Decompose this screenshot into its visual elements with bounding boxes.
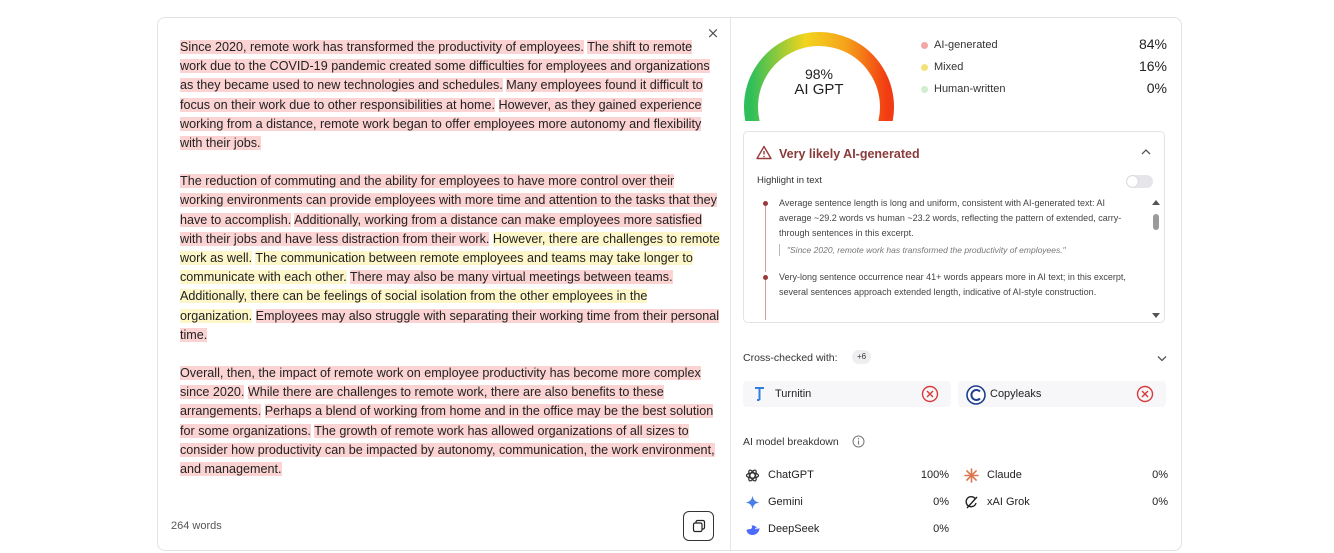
reasons-scrollbar[interactable] — [1152, 200, 1162, 318]
model-name: Claude — [987, 469, 1022, 481]
toggle-knob — [1127, 176, 1138, 187]
close-icon[interactable]: × — [706, 24, 720, 42]
ai-sentence: Employees may also struggle with separating their working time from their personal time. — [180, 308, 719, 342]
chevron-up-icon[interactable] — [1141, 148, 1151, 156]
gauge-label: AI GPT — [794, 81, 844, 98]
ai-sentence: Since 2020, remote work has transformed the productivity of employees. — [180, 40, 584, 54]
checker-name: Copyleaks — [990, 388, 1042, 400]
reason-text: Very-long sentence occurrence near 41+ words appears more in AI text; in this excerpt, several sentences approach extended length, indicative of AI-style construction. — [779, 272, 1126, 297]
scroll-thumb[interactable] — [1153, 214, 1159, 230]
grok-icon — [964, 495, 979, 510]
legend-row — [919, 60, 1167, 82]
info-icon[interactable] — [852, 435, 865, 448]
chatgpt-icon — [745, 468, 760, 483]
model-name: xAI Grok — [987, 496, 1030, 508]
copy-button[interactable] — [683, 511, 714, 541]
ai-sentence: There may also be many virtual meetings between teams. — [349, 270, 673, 285]
legend-label: Human-written — [934, 83, 1006, 95]
cross-checked-count-badge: +6 — [852, 350, 871, 364]
reason-item — [757, 196, 1137, 256]
turnitin-logo-icon — [751, 385, 769, 403]
model-value: 0% — [1152, 496, 1168, 508]
checker-turnitin — [743, 381, 951, 407]
model-value: 0% — [933, 496, 949, 508]
scroll-down-icon[interactable] — [1152, 313, 1160, 318]
reason-item — [757, 270, 1137, 300]
fail-x-icon — [1136, 385, 1154, 403]
model-value: 0% — [1152, 469, 1168, 481]
ai-sentence: Perhaps a blend of working from home and in the office may be the best solution for some organizations. — [180, 404, 714, 438]
legend-dot-icon — [921, 64, 928, 71]
reason-list — [757, 196, 1137, 320]
verdict-title: Very likely AI-generated — [779, 147, 920, 161]
legend-label: Mixed — [934, 61, 964, 73]
mixed-sentence: Additionally, there can be feelings of social isolation from the other employees in the organization. — [180, 289, 648, 323]
model-breakdown-title: AI model breakdown — [743, 436, 839, 448]
score-legend — [919, 38, 1167, 104]
reason-text: Average sentence length is long and uniform, consistent with AI-generated text: AI average ~29.2 words vs human ~23.2 words, reflecting the pattern of extended, carry-through sentences in this excerpt. — [779, 198, 1122, 238]
model-value: 100% — [920, 469, 949, 481]
model-name: DeepSeek — [768, 523, 820, 535]
ai-sentence: Overall, then, the impact of remote work on employee productivity has become more complex since 2020. — [180, 366, 701, 400]
reason-connector-line — [765, 206, 766, 272]
model-row-deepseek — [745, 521, 949, 539]
text-paragraph — [180, 172, 720, 345]
chevron-down-icon[interactable] — [1157, 355, 1167, 362]
mixed-sentence: However, there are challenges to remote work as well. — [180, 231, 720, 266]
model-row-chatgpt — [745, 467, 949, 485]
legend-value: 84% — [1138, 36, 1167, 52]
legend-value: 16% — [1138, 58, 1167, 74]
checker-copyleaks — [958, 381, 1166, 407]
warning-icon — [756, 145, 772, 160]
ai-sentence: While there are challenges to remote work, there are also benefits to these arrangements. — [180, 385, 664, 419]
copyleaks-logo-icon — [966, 385, 986, 405]
model-name: Gemini — [768, 496, 803, 508]
claude-icon — [964, 468, 979, 483]
ai-sentence: However, as they gained experience working from a distance, remote work began to offer employees more autonomy and flexibility with their jobs. — [180, 97, 702, 151]
legend-value: 0% — [1146, 80, 1167, 96]
reason-connector-line — [765, 280, 766, 320]
fail-x-icon — [921, 385, 939, 403]
model-value: 0% — [933, 523, 949, 535]
cross-checked-title: Cross-checked with: — [743, 352, 838, 364]
ai-sentence: The shift to remote work due to the COVID-19 pandemic created some difficulties for employees and organizations as they became used to new technologies and schedules. — [180, 40, 710, 93]
checker-name: Turnitin — [775, 388, 812, 400]
scroll-up-icon[interactable] — [1152, 200, 1160, 205]
ai-sentence: Additionally, working from a distance can make employees more satisfied with their jobs and have less distraction from their work. — [180, 212, 702, 246]
model-row-grok — [964, 494, 1168, 512]
text-panel — [158, 18, 731, 550]
ai-sentence: The growth of remote work has allowed organizations of all sizes to consider how productivity can be impacted by autonomy, communication, the work environment, and management. — [180, 423, 715, 477]
verdict-panel — [743, 131, 1165, 323]
ai-sentence: The reduction of commuting and the ability for employees to have more control over their working environments can provide employees with more time and attention to the tasks that they have to accomplish. — [180, 174, 717, 227]
model-name: ChatGPT — [768, 469, 814, 481]
legend-dot-icon — [921, 42, 928, 49]
model-row-claude — [964, 467, 1168, 485]
text-paragraph — [180, 38, 720, 153]
deepseek-icon — [745, 522, 761, 537]
legend-dot-icon — [921, 86, 928, 93]
word-count: 264 words — [171, 520, 222, 532]
copy-icon — [692, 519, 706, 533]
model-row-gemini — [745, 494, 949, 512]
highlight-label: Highlight in text — [757, 175, 822, 186]
results-panel — [731, 18, 1181, 550]
legend-label: AI-generated — [934, 39, 998, 51]
highlight-toggle[interactable] — [1126, 175, 1153, 188]
analyzed-text — [180, 38, 720, 498]
text-space — [495, 98, 499, 112]
detector-card — [157, 17, 1182, 551]
gemini-icon — [745, 495, 760, 510]
legend-row — [919, 38, 1167, 60]
reason-quote: "Since 2020, remote work has transformed the productivity of employees." — [779, 244, 1137, 256]
mixed-sentence: The communication between remote employees and teams may take longer to communicate with each other. — [180, 251, 693, 285]
text-paragraph — [180, 364, 720, 479]
legend-row — [919, 82, 1167, 104]
gauge-percent: 98% — [804, 66, 834, 82]
ai-sentence: Many employees found it difficult to focus on their work due to other responsibilities at home. — [180, 78, 703, 112]
